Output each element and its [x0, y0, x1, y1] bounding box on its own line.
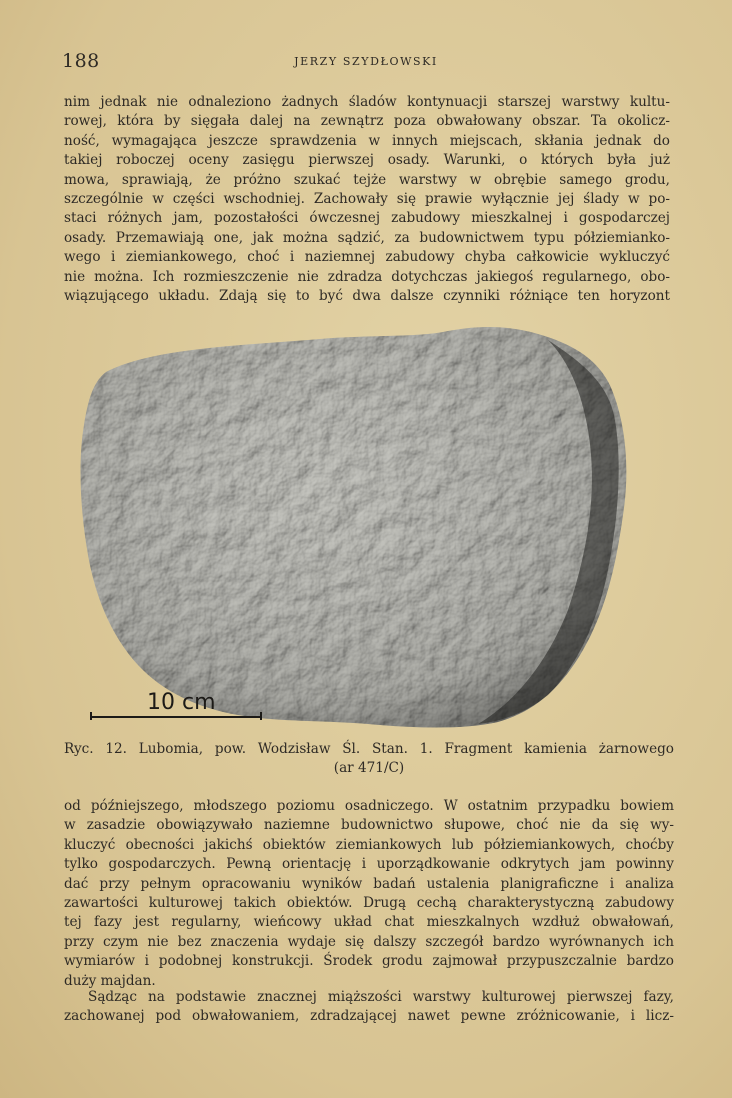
text-line: przy czym nie bez znaczenia wydaje się dalszy szczegół bardzo wyrównanych ich	[64, 933, 674, 950]
caption-line: Ryc. 12. Lubomia, pow. Wodzisław Śl. Stan. 1. Fragment kamienia żarnowego	[64, 741, 674, 757]
text-line: kluczyć obecności jakichś obiektów ziemiankowych lub półziemiankowych, choćby	[64, 836, 674, 853]
text-line: od późniejszego, młodszego poziomu osadniczego. W ostatnim przypadku bowiem	[64, 798, 674, 814]
text-line: dać przy pełnym opracowaniu wyników badań ustalenia planigraficzne i analiza	[64, 875, 674, 892]
text-line: nim jednak nie odnaleziono żadnych śladów kontynuacji starszej warstwy kultu-	[64, 94, 670, 110]
text-line: tej fazy jest regularny, wieńcowy układ chat mieszkalnych wzdłuż obwałowań,	[64, 914, 674, 931]
text-line: zawartości kulturowej takich obiektów. Drugą cechą charakterystyczną zabudowy	[64, 895, 674, 912]
running-head: JERZY SZYDŁOWSKI	[294, 55, 438, 68]
text-line: nie można. Ich rozmieszczenie nie zdradza dotychczas jakiegoś regularnego, obo-	[64, 268, 670, 285]
text-line: szczególnie w części wschodniej. Zachowały się prawie wyłącznie jej ślady w po-	[64, 191, 670, 208]
text-line: mowa, sprawiają, że próżno szukać tejże warstwy w obrębie samego grodu,	[64, 171, 670, 188]
scale-label: 10 cm	[147, 690, 216, 715]
quern-stone-photo	[78, 320, 633, 730]
text-line: w zasadzie obowiązywało naziemne budownictwo słupowe, choć nie da się wy-	[64, 817, 674, 834]
text-line-last: duży majdan.	[64, 972, 156, 989]
figure-caption	[64, 740, 674, 779]
scale-bar	[90, 716, 262, 718]
text-line: ność, wymagająca jeszcze sprawdzenia w innych miejscach, skłania jednak do	[64, 132, 670, 149]
text-line: zachowanej pod obwałowaniem, zdradzającej nawet pewne zróżnicowanie, i licz-	[64, 1008, 674, 1025]
text-line: takiej roboczej oceny zasięgu pierwszej osady. Warunki, o których była już	[64, 152, 670, 169]
text-line: osady. Przemawiają one, jak można sądzić, za budownictwem typu półziemianko-	[64, 229, 670, 246]
text-line: tylko gospodarczych. Pewną orientację i uporządkowanie odkrytych jam powinny	[64, 856, 674, 873]
paragraph-bottom	[64, 988, 674, 1027]
text-line: Sądząc na podstawie znacznej miąższości warstwy kulturowej pierwszej fazy,	[88, 989, 674, 1005]
text-line: wymiarów i podobnej konstrukcji. Środek grodu zajmował przypuszczalnie bardzo	[64, 953, 674, 970]
paragraph-middle	[64, 797, 674, 991]
text-line: rowej, która by sięgała dalej na zewnątrz poza obwałowany obszar. Ta okolicz-	[64, 113, 670, 130]
caption-line: (ar 471/C)	[333, 760, 405, 777]
text-line: wiązującego układu. Zdają się to być dwa dalsze czynniki różniące ten horyzont	[64, 288, 670, 305]
text-line: staci różnych jam, pozostałości ówczesnej zabudowy mieszkalnej i gospodarczej	[64, 210, 670, 227]
page-number: 188	[62, 50, 100, 72]
text-line: wego i ziemiankowego, choć i naziemnej zabudowy chyba całkowicie wykluczyć	[64, 249, 670, 266]
paragraph-top	[64, 93, 670, 306]
